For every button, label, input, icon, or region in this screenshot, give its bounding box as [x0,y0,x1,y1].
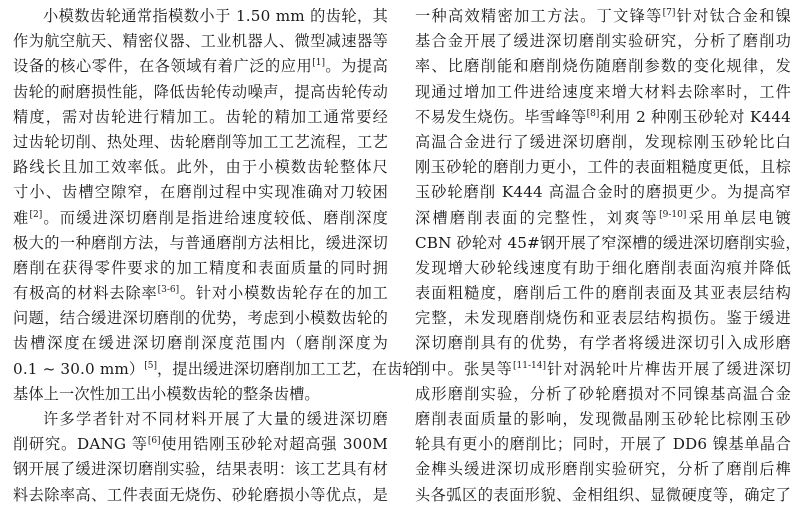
text-segment: 率、比磨削能和磨削烧伤随磨削参数的变化规律，发 [415,57,791,76]
citation-ref: [5] [144,360,158,371]
text-line [13,130,388,155]
text-segment: 。为提高 [324,57,388,76]
text-column-right [415,4,801,508]
text-line [13,231,388,256]
text-segment: 削中。张昊等 [415,359,514,378]
text-segment: 刚玉砂轮的磨削力更小，工件的表面粗糙度更低，且棕 [415,158,791,177]
text-segment: 现通过增加工件进给速度来增大材料去除率时，工件 [415,82,791,101]
text-segment: 采用单层电镀 [686,208,791,227]
text-line [415,206,791,231]
text-segment: 一种高效精密加工方法。丁文锋等 [415,7,663,25]
text-line [13,4,388,29]
text-segment: 利用 2 种刚玉砂轮对 K444 [599,107,791,126]
text-segment: 针对涡轮叶片榫齿开展了缓进深切 [545,359,792,378]
text-segment: 作为航空航天、精密仪器、工业机器人、微型减速器等 [13,32,388,51]
text-line [13,306,388,331]
text-segment: 基合金开展了缓进深切磨削实验研究，分析了磨削功 [415,32,791,51]
text-line [415,80,791,105]
text-line [415,256,791,281]
text-line [13,281,388,306]
text-line [13,256,388,281]
citation-ref: [3-6] [157,285,180,296]
text-line [13,29,388,54]
text-segment: 许多学者针对不同材料开展了大量的缓进深切磨 [43,410,388,428]
text-segment: 精度，需对齿轮进行精加工。齿轮的精加工通常要经 [13,107,388,126]
text-line [13,155,388,180]
text-segment: 发现增大砂轮线速度有助于细化磨削表面沟痕并降低 [415,258,791,277]
text-line [13,457,388,482]
text-line [13,483,388,508]
text-segment: 使用锆刚玉砂轮对超高强 300M [160,435,388,454]
text-line [415,29,791,54]
text-segment: 0.1 ~ 30.0 mm） [13,359,145,378]
text-column-left [13,4,418,508]
text-line [13,54,388,79]
text-line [415,407,791,432]
text-segment: ，提出缓进深切磨削加工工艺，在齿轮 [157,359,418,378]
text-line [13,331,388,356]
text-line [415,382,791,407]
text-line [13,80,388,105]
text-segment: 轮具有更小的磨削比；同时，开展了 DD6 镍基单晶合 [415,435,791,454]
text-segment: 表面粗糙度，磨削后工件的磨削表面及其亚表层结构 [415,284,791,303]
text-segment: 完整，未发现磨削烧伤和亚表层结构损伤。鉴于缓进 [415,309,791,328]
citation-ref: [6] [147,436,161,447]
text-segment: 不易发生烧伤。毕雪峰等 [415,107,587,126]
text-segment: 磨削在获得零件要求的加工精度和表面质量的同时拥 [13,258,388,277]
text-segment: 。而缓进深切磨削是指进给速度较低、磨削深度 [42,208,388,227]
text-line [13,105,388,130]
citation-ref: [1] [312,58,325,69]
text-segment: 小模数齿轮通常指模数小于 1.50 mm 的齿轮，其 [43,7,388,25]
text-segment: 路线长且加工效率低。此外，由于小模数齿轮整体尺 [13,158,388,177]
text-segment: 齿轮的耐磨损性能，降低齿轮传动噪声，提高齿轮传动 [13,82,388,101]
text-segment: 问题，结合缓进深切磨削的优势，考虑到小模数齿轮的 [13,309,388,328]
text-line [415,483,791,508]
text-line [415,457,791,482]
citation-ref: [9-10] [659,209,687,220]
text-segment: 基体上一次性加工出小模数齿轮的整条齿槽。 [13,384,320,403]
text-segment: 深槽磨削表面的完整性，刘爽等 [415,208,660,227]
text-segment: 寸小、齿槽空隙窄，在磨削过程中实现准确对刀较困 [13,183,388,202]
citation-ref: [8] [586,108,600,119]
text-line [13,432,388,457]
text-line [415,105,791,130]
text-segment: 金榫头缓进深切成形磨削实验研究，分析了磨削后榫 [415,460,791,479]
text-line [13,180,388,205]
text-segment: 齿槽深度在缓进深切磨削深度范围内（磨削深度为 [13,334,388,353]
text-segment: 削研究。DANG 等 [13,435,148,454]
text-line [415,357,791,382]
text-segment: 。针对小模数齿轮存在的加工 [179,284,388,303]
citation-ref: [2] [29,209,43,220]
text-line [415,4,791,29]
text-line [415,130,791,155]
text-line [13,382,388,407]
text-line [13,407,388,432]
text-segment: 玉砂轮磨削 K444 高温合金时的磨损更少。为提高窄 [415,183,791,202]
text-line [415,331,791,356]
text-segment: 针对钛合金和镍 [675,7,791,25]
text-line [415,281,791,306]
text-line [13,206,388,231]
text-segment: 高温合金进行了缓进深切磨削，发现棕刚玉砂轮比白 [415,132,791,151]
text-segment: 极大的一种磨削方法，与普通磨削方法相比，缓进深切 [13,233,388,252]
text-segment: CBN 砂轮对 45#钢开展了窄深槽的缓进深切磨削实验， [415,233,801,252]
text-segment: 有极高的材料去除率 [13,284,158,303]
citation-ref: [7] [662,8,676,18]
text-line [415,54,791,79]
text-segment: 过齿轮切削、热处理、齿轮磨削等加工工艺流程，工艺 [13,132,388,151]
text-segment: 成形磨削实验，分析了砂轮磨损对不同镍基高温合金 [415,384,791,403]
text-line [415,180,791,205]
text-line [415,155,791,180]
citation-ref: [11-14] [513,360,546,371]
text-line [13,357,418,382]
text-line [415,306,791,331]
text-segment: 钢开展了缓进深切磨削实验，结果表明：该工艺具有材 [13,460,388,479]
text-segment: 深切磨削具有的优势，有学者将缓进深切引入成形磨 [415,334,791,353]
text-line [415,432,791,457]
text-segment: 料去除率高、工件表面无烧伤、砂轮磨损小等优点，是 [13,485,388,504]
text-segment: 设备的核心零件，在各领域有着广泛的应用 [13,57,313,76]
text-segment: 磨削表面质量的影响，发现微晶刚玉砂轮比棕刚玉砂 [415,410,791,428]
text-segment: 难 [13,208,30,227]
text-line [415,231,801,256]
text-segment: 头各弧区的表面形貌、金相组织、显微硬度等，确定了 [415,485,791,504]
